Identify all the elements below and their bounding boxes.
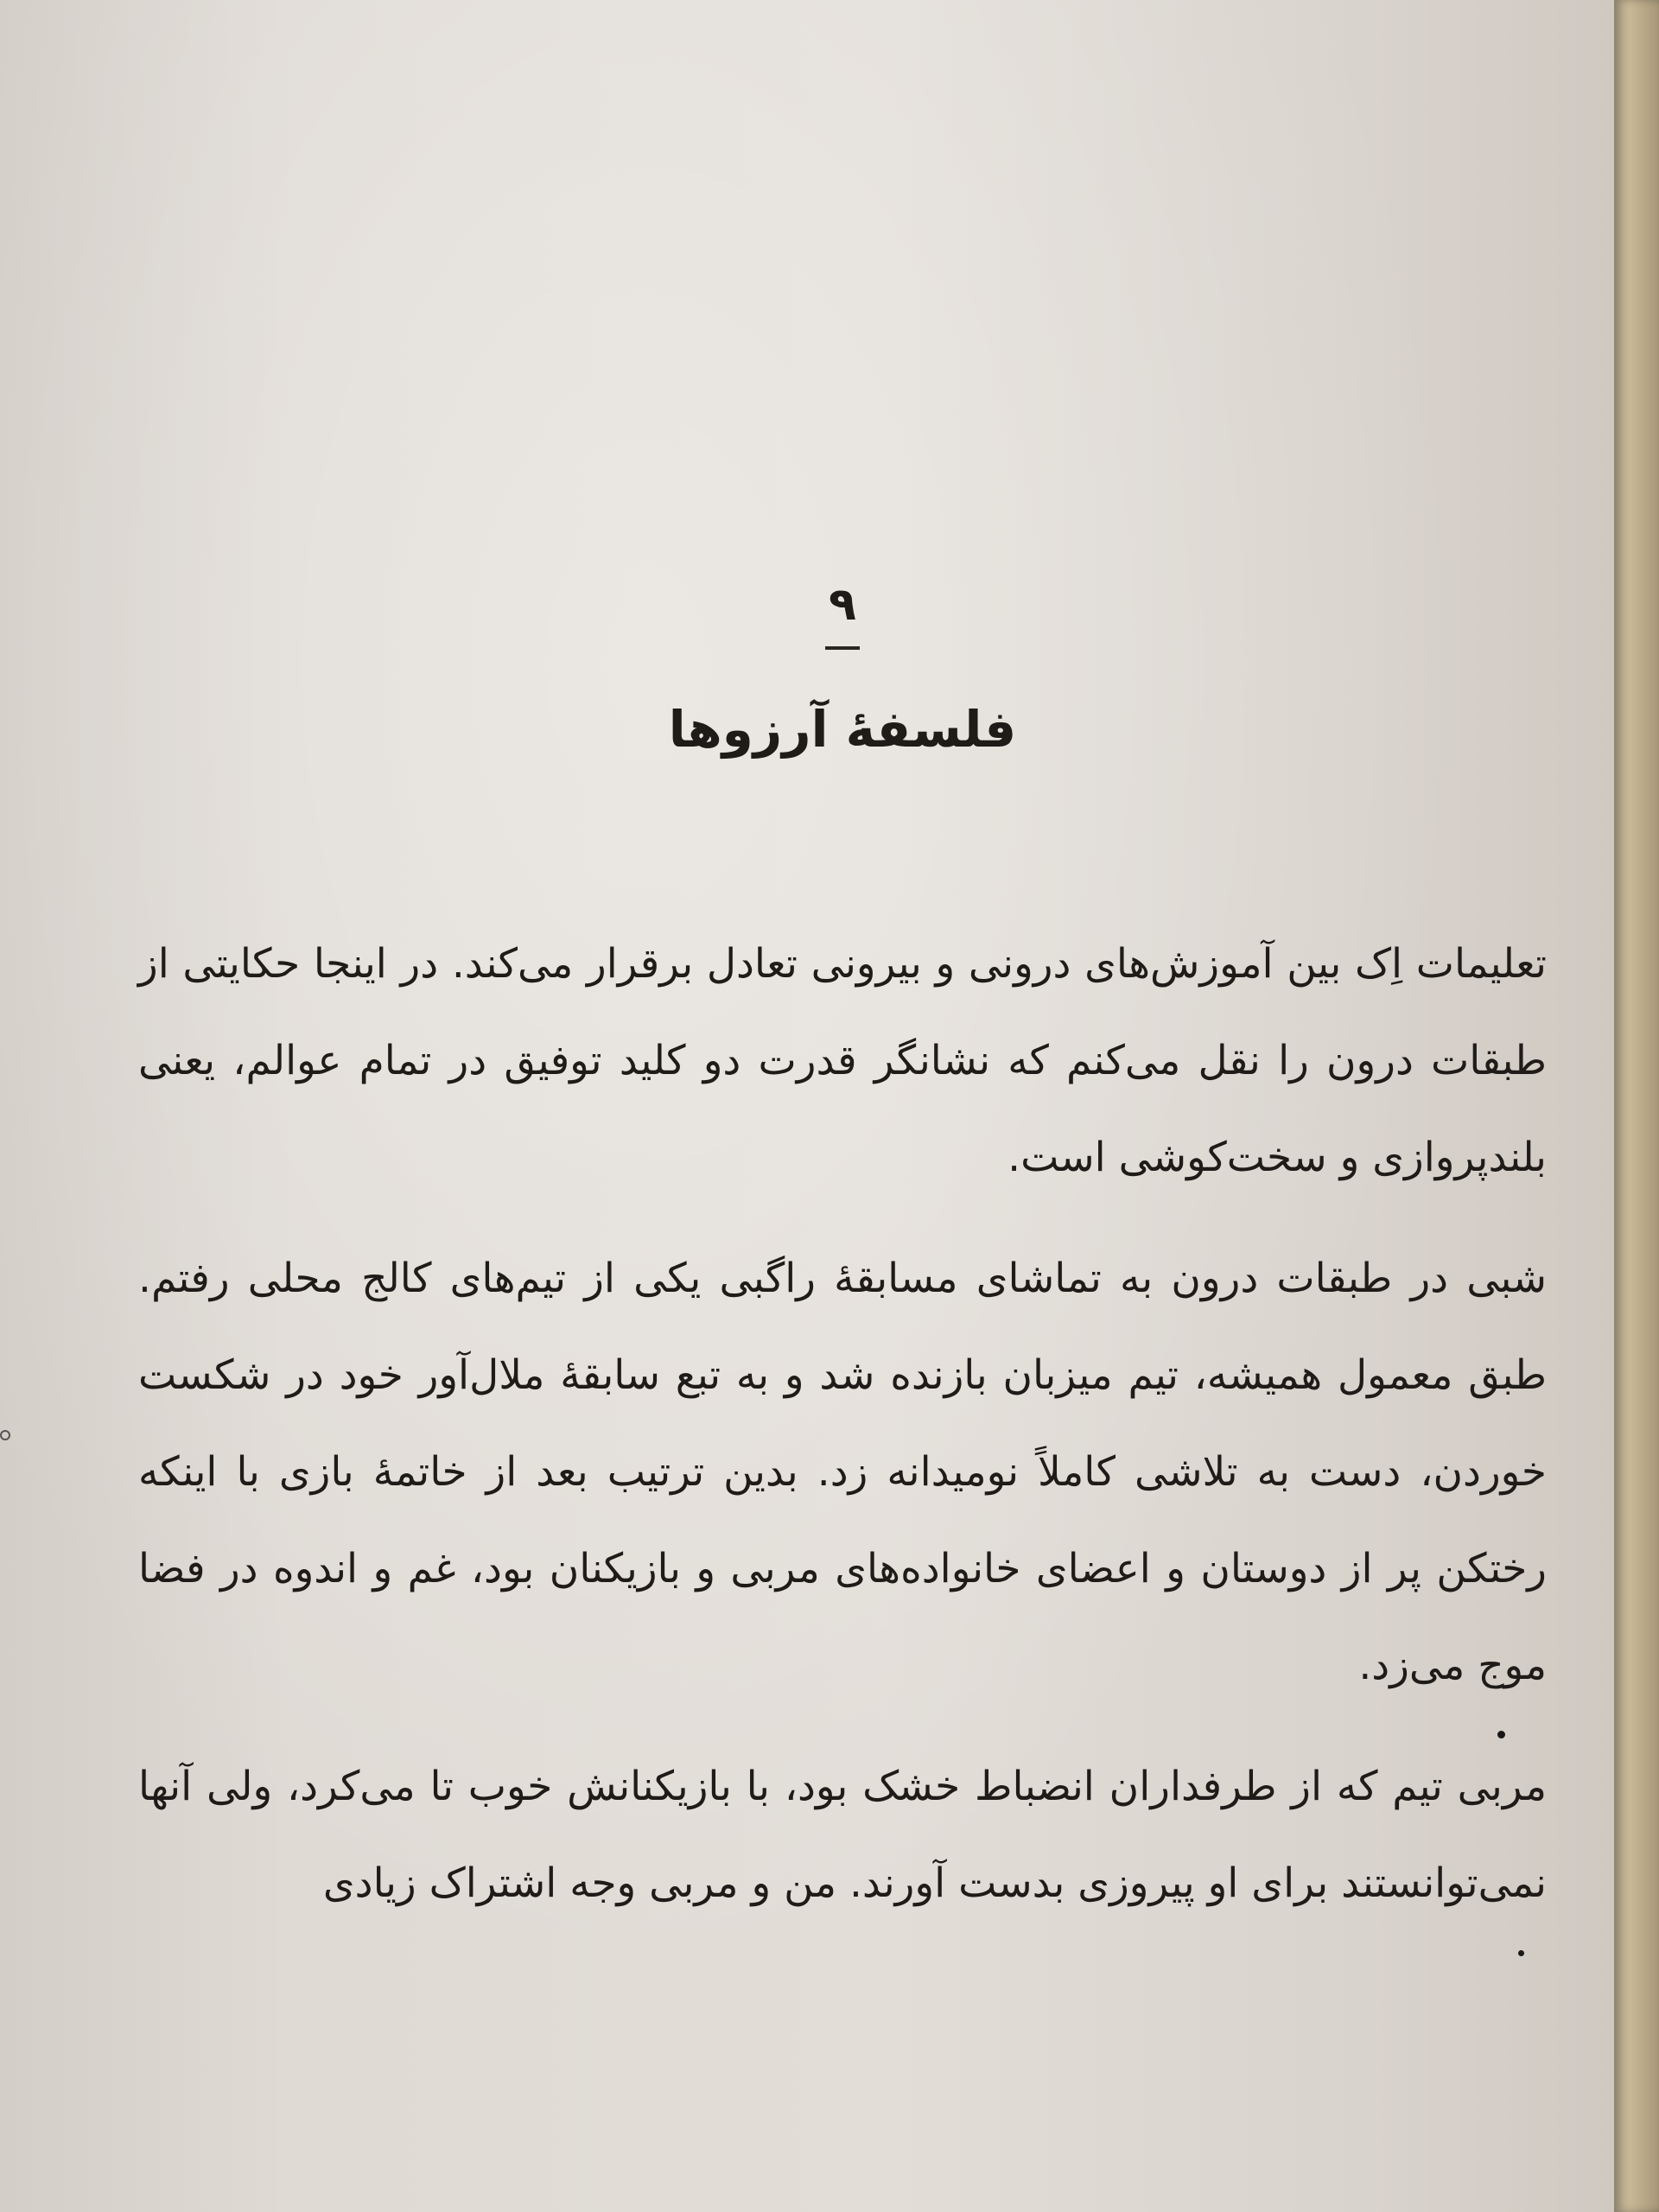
page-stack-edge <box>1614 0 1659 2212</box>
chapter-number-underline <box>825 646 860 650</box>
paragraph: شبی در طبقات درون به تماشای مسابقهٔ راگبی یکی از تیم‌های کالج محلی رفتم. طبق معمول همیشه، تیم میزبان بازنده شد و به تبع سابقهٔ ملال‌آور خود در شکست خوردن، دست به تلاشی کاملاً نومیدانه زد. بدین ترتیب بعد از خاتمهٔ بازی با اینکه رختکن پر از دوستان و اعضای خانواده‌های مربی و بازیکنان بود، غم و اندوه در فضا موج می‌زد. <box>138 1255 1547 1689</box>
paragraph: مربی تیم که از طرفداران انضباط خشک بود، با بازیکنانش خوب تا می‌کرد، ولی آنها نمی‌توانستند برای او پیروزی بدست آورند. من و مربی وجه اشتراک زیادی <box>138 1763 1547 1907</box>
ink-dot <box>1518 1950 1524 1956</box>
body-text <box>138 916 1547 1956</box>
chapter-number: ۹ <box>829 579 856 631</box>
paragraph: تعلیمات اِک بین آموزش‌های درونی و بیرونی تعادل برقرار می‌کند. در اینجا حکایتی از طبقات درون را نقل می‌کنم که نشانگر قدرت دو کلید توفیق در تمام عوالم، یعنی بلندپروازی و سخت‌کوشی است. <box>138 940 1547 1181</box>
ink-dot <box>1497 1731 1505 1738</box>
chapter-title: فلسفهٔ آرزوها <box>668 700 1017 759</box>
margin-mark <box>0 1430 10 1440</box>
